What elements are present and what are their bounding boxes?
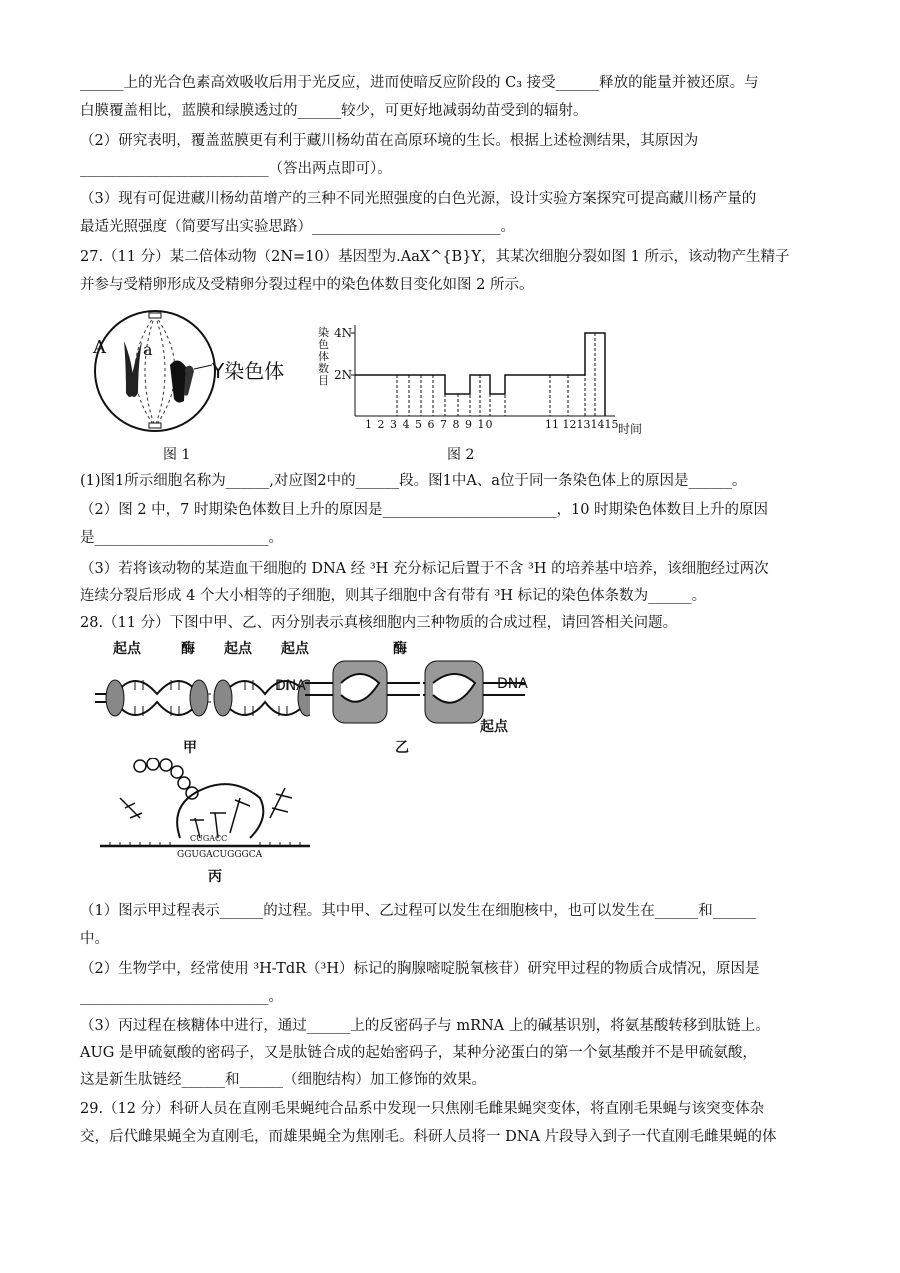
yi-origin-label-2: 起点 [480, 719, 508, 735]
fig2-tick-2n: 2N [334, 368, 353, 382]
jia-origin-label-1: 起点 [113, 641, 141, 657]
bing-mrna-sequence: GGUGACUGGGCA [177, 850, 263, 860]
q26-line-2: 白膜覆盖相比，蓝膜和绿膜透过的______较少，可更好地减弱幼苗受到的辐射。 [80, 103, 588, 119]
q28-line-4: （2）生物学中，经常使用 ³H-TdR（³H）标记的胸腺嘧啶脱氧核苷）研究甲过程的物质合成情况，原因是 [80, 961, 760, 977]
jia-caption: 甲 [183, 740, 197, 756]
q26-line-6: 最适光照强度（简要写出实验思路）__________________________。 [80, 219, 515, 235]
figure-bing-translation [100, 758, 315, 858]
q26-line-1: ______上的光合色素高效吸收后用于光反应，进而使暗反应阶段的 C₃ 接受______释放的能量并被还原。与 [80, 75, 759, 91]
fig2-x-axis-label: 时间 [618, 422, 643, 436]
yi-origin-label: 起点 [281, 641, 309, 657]
jia-dna-label: DNA [275, 678, 306, 694]
fig2-x-ticks-right: 11 12131415 [545, 418, 619, 431]
q26-line-3: （2）研究表明，覆盖蓝膜更有利于藏川杨幼苗在高原环境的生长。根据上述检测结果，其原因为 [80, 133, 699, 149]
yi-dna-label: DNA [497, 676, 528, 692]
fig2-caption: 图 2 [447, 447, 475, 463]
yi-enzyme-label: 酶 [393, 641, 407, 657]
q27-line-5: 是________________________。 [80, 530, 283, 546]
q28-line-3: 中。 [80, 931, 109, 947]
q27-line-7: 连续分裂后形成 4 个大小相等的子细胞，则其子细胞中含有带有 ³H 标记的染色体条数为______。 [80, 588, 707, 604]
q29-line-2: 交，后代雌果蝇全为直刚毛，而雄果蝇全为焦刚毛。科研人员将一 DNA 片段导入到子一代直刚毛雌果蝇的体 [80, 1129, 777, 1145]
jia-enzyme-label: 酶 [181, 641, 195, 657]
q27-line-2: 并参与受精卵形成及受精卵分裂过程中的染色体数目变化如图 2 所示。 [80, 277, 534, 293]
q27-line-3: (1)图1所示细胞名称为______,对应图2中的______段。图1中A、a位于同一条染色体上的原因是______。 [80, 473, 747, 489]
figure-jia-replication [95, 660, 310, 755]
q26-line-4: __________________________（答出两点即可）。 [80, 161, 392, 177]
fig1-caption: 图 1 [163, 447, 191, 463]
q28-line-6: （3）丙过程在核糖体中进行，通过______上的反密码子与 mRNA 上的碱基识别，将氨基酸转移到肽链上。 [80, 1018, 770, 1034]
jia-origin-label-2: 起点 [224, 641, 252, 657]
q28-line-8: 这是新生肽链经______和______（细胞结构）加工修饰的效果。 [80, 1072, 486, 1088]
bing-caption: 丙 [208, 869, 222, 885]
fig2-y-axis-label: 染色体数目 [318, 326, 329, 387]
q27-line-4: （2）图 2 中，7 时期染色体数目上升的原因是________________________，10 时期染色体数目上升的原因 [80, 502, 769, 518]
fig2-x-ticks-left: 1 2 3 4 5 6 7 8 9 10 [365, 418, 494, 431]
q29-line-1: 29.（12 分）科研人员在直刚毛果蝇纯合品系中发现一只焦刚毛雌果蝇突变体，将直刚毛果蝇与该突变体杂 [80, 1101, 765, 1117]
yi-caption: 乙 [395, 740, 409, 756]
bing-anticodon: CUGACC [190, 834, 228, 843]
q28-line-7: AUG 是甲硫氨酸的密码子，又是肽链合成的起始密码子，某种分泌蛋白的第一个氨基酸并不是甲硫氨酸， [80, 1045, 757, 1061]
q27-line-1: 27.（11 分）某二倍体动物（2N=10）基因型为.AaX^{B}Y，其某次细胞分裂如图 1 所示，该动物产生精子 [80, 249, 790, 265]
q26-line-5: （3）现有可促进藏川杨幼苗增产的三种不同光照强度的白色光源，设计实验方案探究可提高藏川杨产量的 [80, 191, 757, 207]
q28-line-5: __________________________。 [80, 989, 283, 1005]
q28-line-2: （1）图示甲过程表示______的过程。其中甲、乙过程可以发生在细胞核中，也可以发生在______和______ [80, 903, 757, 919]
q28-line-1: 28.（11 分）下图中甲、乙、丙分别表示真核细胞内三种物质的合成过程，请回答相关问题。 [80, 615, 678, 631]
fig1-label-a: a [143, 340, 153, 359]
fig1-y-chromosome-label: Y染色体 [212, 359, 285, 383]
q27-line-6: （3）若将该动物的某造血干细胞的 DNA 经 ³H 充分标记后置于不含 ³H 的培养基中培养，该细胞经过两次 [80, 561, 769, 577]
fig2-tick-4n: 4N [334, 326, 353, 340]
fig1-label-A: A [93, 337, 106, 358]
